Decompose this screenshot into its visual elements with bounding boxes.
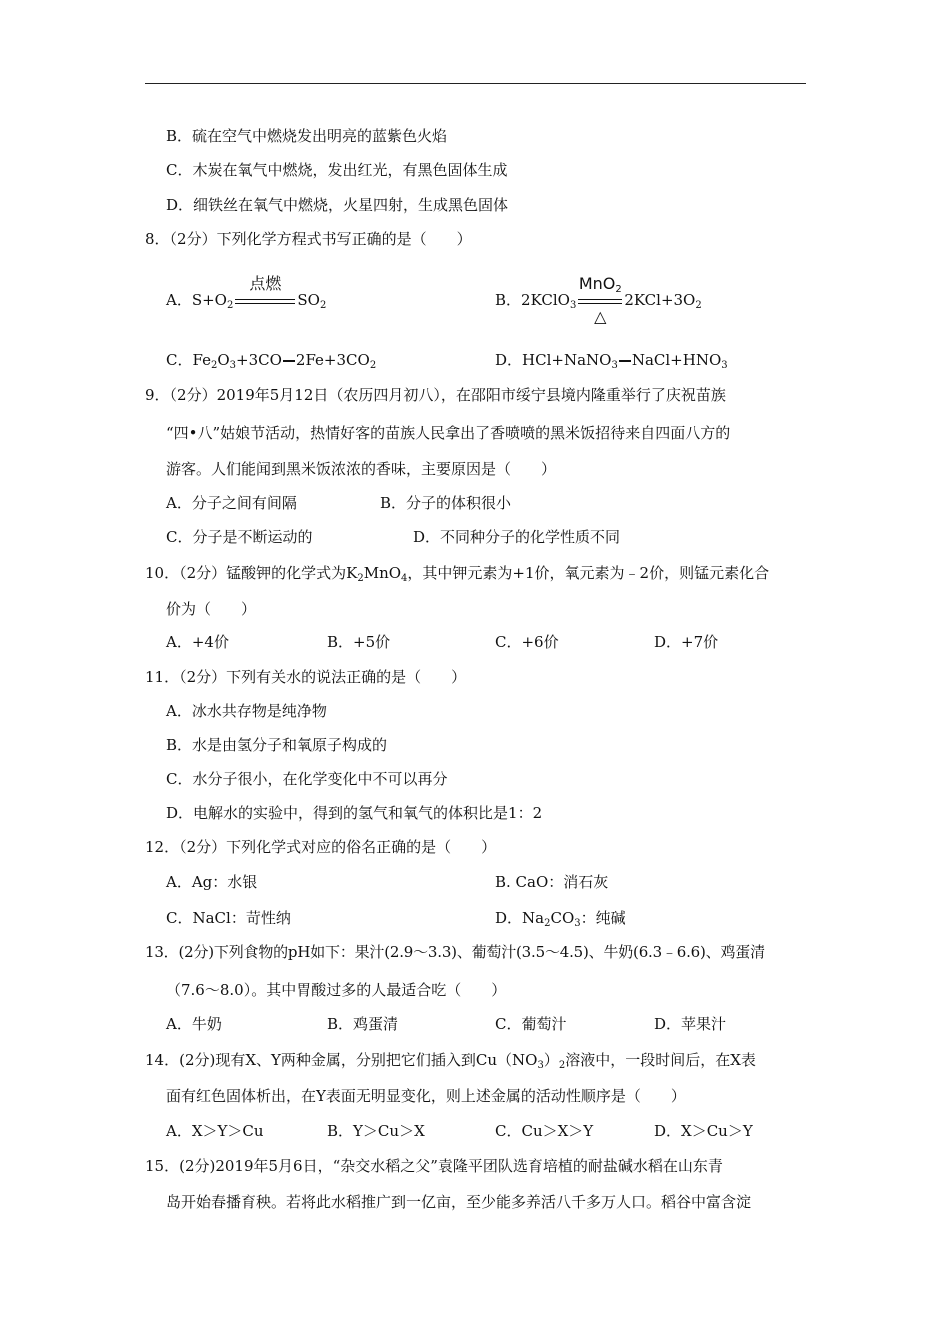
q12-option-a: A．Ag：水银 xyxy=(166,873,258,891)
q7-option-d: D．细铁丝在氧气中燃烧，火星四射，生成黑色固体 xyxy=(166,196,509,214)
q9-option-c: C．分子是不断运动的 xyxy=(166,528,313,546)
q13-option-c: C．葡萄汁 xyxy=(495,1015,567,1033)
q13-stem-line2: （7.6～8.0）。其中胃酸过多的人最适合吃（ ） xyxy=(166,981,507,999)
q9-stem-line1: 9．（2分）2019年5月12日（农历四月初八），在邵阳市绥宁县境内隆重举行了庆祝苗族 xyxy=(145,386,726,404)
reaction-arrow-ignite: 点燃 xyxy=(233,290,297,310)
q11-option-a: A．冰水共存物是纯净物 xyxy=(166,702,327,720)
q9-stem-line2: “四•八”姑娘节活动，热情好客的苗族人民拿出了香喷喷的黑米饭招待来自四面八方的 xyxy=(166,424,731,442)
q13-stem-line1: 13．(2分)下列食物的pH如下：果汁(2.9～3.3)、葡萄汁(3.5～4.5)、牛奶(6.3﹣6.6)、鸡蛋清 xyxy=(145,943,765,961)
q8-stem: 8．（2分）下列化学方程式书写正确的是（ ） xyxy=(145,230,472,248)
q10-option-a: A．+4价 xyxy=(166,633,229,651)
q7-option-b: B．硫在空气中燃烧发出明亮的蓝紫色火焰 xyxy=(166,127,448,145)
q12-option-b: B. CaO：消石灰 xyxy=(495,873,609,891)
q8-option-c: C．$Fe_2O_3+3CO$ $2Fe+3CO_2$ xyxy=(166,351,377,371)
q15-stem-line2: 岛开始春播育秧。若将此水稻推广到一亿亩，至少能多养活八千多万人口。稻谷中富含淀 xyxy=(166,1193,752,1211)
q12-option-c: C．NaCl：苛性纳 xyxy=(166,909,291,927)
q13-option-a: A．牛奶 xyxy=(166,1015,222,1033)
q10-option-d: D．+7价 xyxy=(654,633,719,651)
reaction-arrow-catalyst: MnO$_2$ △ xyxy=(578,274,622,326)
q13-option-d: D．苹果汁 xyxy=(654,1015,727,1033)
q8-option-d: D．HCl+NaNO$_3$ $NaCl+HNO_3$ xyxy=(495,351,728,371)
q15-stem-line1: 15．(2分)2019年5月6日，“杂交水稻之父”袁隆平团队选育培植的耐盐碱水稻在山东青 xyxy=(145,1157,723,1175)
q9-option-a: A．分子之间有间隔 xyxy=(166,494,297,512)
header-rule xyxy=(145,83,806,84)
q8-option-a: A．$S+O_2$ 点燃 $SO_2$ xyxy=(166,274,327,311)
q14-option-a: A．X＞Y＞Cu xyxy=(166,1122,264,1140)
q11-option-b: B．水是由氢分子和氧原子构成的 xyxy=(166,736,388,754)
q8-option-b: B．2KClO$_3$ MnO$_2$ △ $2KCl+3O_2$ xyxy=(495,274,702,326)
q9-option-b: B．分子的体积很小 xyxy=(380,494,512,512)
q10-option-b: B．+5价 xyxy=(327,633,391,651)
q11-stem: 11．（2分）下列有关水的说法正确的是（ ） xyxy=(145,668,467,686)
q10-option-c: C．+6价 xyxy=(495,633,559,651)
q7-option-c: C．木炭在氧气中燃烧，发出红光，有黑色固体生成 xyxy=(166,161,508,179)
q14-option-d: D．X＞Cu＞Y xyxy=(654,1122,753,1140)
q12-option-d: D．$Na_2CO_3$：纯碱 xyxy=(495,909,626,929)
q9-option-d: D．不同种分子的化学性质不同 xyxy=(413,528,621,546)
q10-stem-line1: 10．（2分）锰酸钾的化学式为$K_2MnO_4$，其中钾元素为+1价，氧元素为﹣2价，则锰元素化合 xyxy=(145,564,770,584)
q14-stem-line1: 14．(2分)现有X、Y两种金属，分别把它们插入到$Cu(NO_3)_2$溶液中，一段时间后，在X表 xyxy=(145,1051,756,1071)
q12-stem: 12．（2分）下列化学式对应的俗名正确的是（ ） xyxy=(145,838,497,856)
q11-option-c: C．水分子很小，在化学变化中不可以再分 xyxy=(166,770,448,788)
q14-stem-line2: 面有红色固体析出，在Y表面无明显变化，则上述金属的活动性顺序是（ ） xyxy=(166,1087,686,1105)
q14-option-c: C．Cu＞X＞Y xyxy=(495,1122,594,1140)
q11-option-d: D．电解水的实验中，得到的氢气和氧气的体积比是1：2 xyxy=(166,804,543,822)
q13-option-b: B．鸡蛋清 xyxy=(327,1015,399,1033)
q14-option-b: B．Y＞Cu＞X xyxy=(327,1122,425,1140)
q10-stem-line2: 价为（ ） xyxy=(166,600,257,618)
q9-stem-line3: 游客。人们能闻到黑米饭浓浓的香味，主要原因是（ ） xyxy=(166,460,557,478)
